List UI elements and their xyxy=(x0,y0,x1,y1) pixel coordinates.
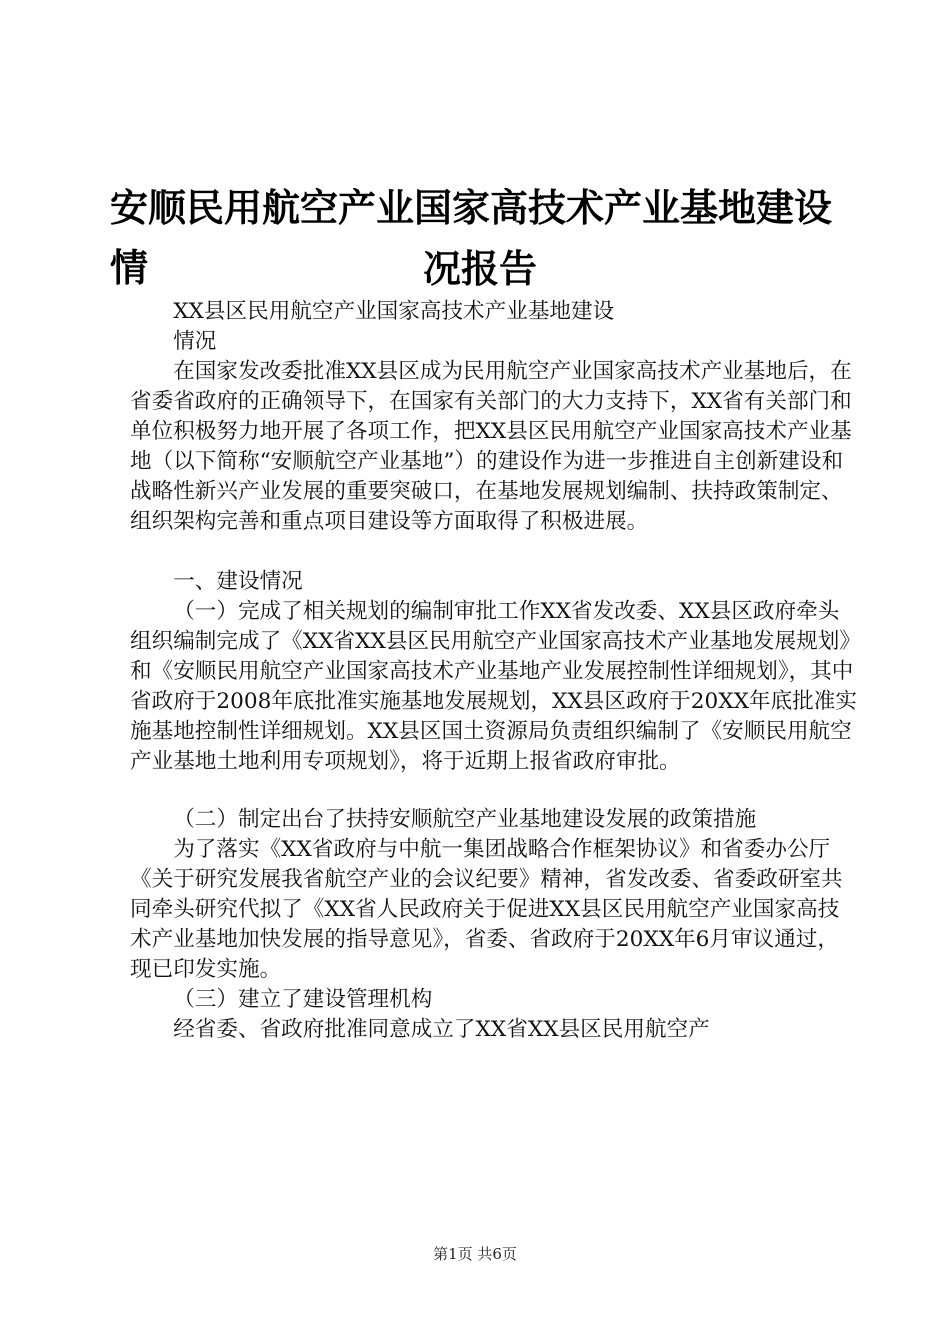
page-footer: 第1页 共6页 xyxy=(433,1245,517,1263)
intro-paragraph: 在国家发改委批准XX县区成为民用航空产业国家高技术产业基地后，在省委省政府的正确领导下，在国家有关部门的大力支持下，XX省有关部门和单位积极努力地开展了各项工作，把XX县区民用航空产业国家高技术产业基地（以下简称“安顺航空产业基地”）的建设作为进一步推进自主创新建设和战略性新兴产业发展的重要突破口，在基地发展规划编制、扶持政策制定、组织架构完善和重点项目建设等方面取得了积极进展。 xyxy=(130,359,852,534)
document-title-line-1: 安顺民用航空产业国家高技术产业基地建设情 xyxy=(110,185,833,290)
subtitle-paragraph: XX县区民用航空产业国家高技术产业基地建设 xyxy=(173,299,615,324)
subsection-1-paragraph: （一）完成了相关规划的编制审批工作XX省发改委、XX县区政府牵头组织编制完成了《XX省XX县区民用航空产业国家高技术产业基地发展规划》和《安顺民用航空产业国家高技术产业基地产业发展控制性详细规划》，其中省政府于2008年底批准实施基地发展规划，XX县区政府于20XX年底批准实施基地控制性详细规划。XX县区国土资源局负责组织编制了《安顺民用航空产业基地土地利用专项规划》，将于近期上报省政府审批。 xyxy=(130,599,857,774)
subsection-2-paragraph: 为了落实《XX省政府与中航一集团战略合作框架协议》和省委办公厅《关于研究发展我省航空产业的会议纪要》精神，省发改委、省委政研室共同牵头研究代拟了《XX省人民政府关于促进XX县区民用航空产业国家高技术产业基地加快发展的指导意见》，省委、省政府于20XX年6月审议通过，现已印发实施。 xyxy=(130,837,843,982)
document-body xyxy=(130,297,860,1045)
subsection-3-paragraph: 经省委、省政府批准同意成立了XX省XX县区民用航空产 xyxy=(173,1017,710,1042)
document-title-line-2: 况报告 xyxy=(422,246,537,291)
subtitle-paragraph-cont: 情况 xyxy=(173,329,217,354)
subsection-3-heading: （三）建立了建设管理机构 xyxy=(173,987,433,1012)
section-heading-1: 一、建设情况 xyxy=(173,569,303,594)
subsection-2-heading: （二）制定出台了扶持安顺航空产业基地建设发展的政策措施 xyxy=(173,807,757,832)
